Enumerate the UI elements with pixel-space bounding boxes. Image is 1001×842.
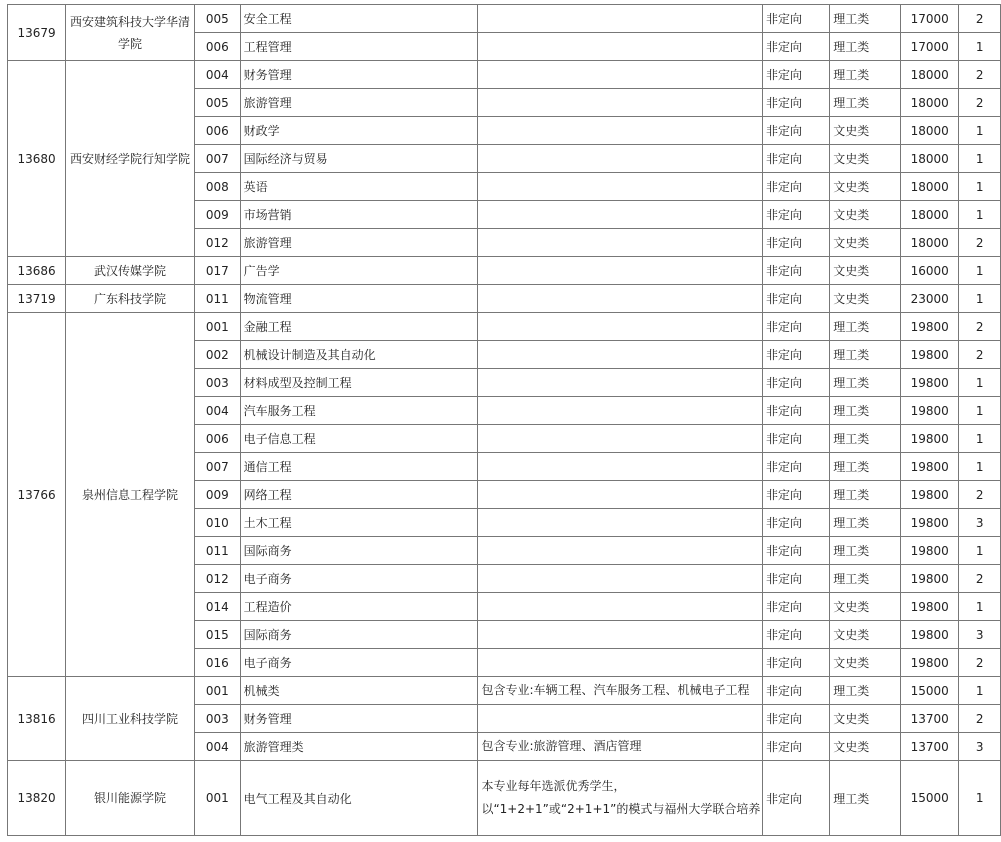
major-code-cell: 016	[194, 649, 240, 677]
category-cell: 理工类	[830, 425, 901, 453]
category-cell: 文史类	[830, 593, 901, 621]
tuition-cell: 18000	[901, 201, 959, 229]
tuition-cell: 19800	[901, 341, 959, 369]
major-name-cell: 金融工程	[240, 313, 478, 341]
note-cell	[478, 649, 763, 677]
note-cell	[478, 397, 763, 425]
enrollment-type-cell: 非定向	[763, 537, 830, 565]
tuition-cell: 18000	[901, 145, 959, 173]
note-cell	[478, 257, 763, 285]
major-name-cell: 网络工程	[240, 481, 478, 509]
note-cell	[478, 369, 763, 397]
tuition-cell: 19800	[901, 481, 959, 509]
category-cell: 理工类	[830, 397, 901, 425]
quota-cell: 2	[959, 649, 1001, 677]
note-cell	[478, 509, 763, 537]
major-code-cell: 001	[194, 761, 240, 836]
tuition-cell: 18000	[901, 173, 959, 201]
enrollment-type-cell: 非定向	[763, 285, 830, 313]
enrollment-type-cell: 非定向	[763, 565, 830, 593]
school-name-cell: 四川工业科技学院	[66, 677, 195, 761]
quota-cell: 1	[959, 145, 1001, 173]
note-cell: 包含专业:车辆工程、汽车服务工程、机械电子工程	[478, 677, 763, 705]
major-code-cell: 014	[194, 593, 240, 621]
note-cell	[478, 173, 763, 201]
tuition-cell: 19800	[901, 453, 959, 481]
tuition-cell: 18000	[901, 229, 959, 257]
quota-cell: 1	[959, 33, 1001, 61]
major-code-cell: 012	[194, 229, 240, 257]
major-code-cell: 006	[194, 33, 240, 61]
major-code-cell: 011	[194, 537, 240, 565]
note-cell	[478, 537, 763, 565]
table-row	[8, 61, 1001, 89]
category-cell: 理工类	[830, 5, 901, 33]
category-cell: 文史类	[830, 257, 901, 285]
quota-cell: 3	[959, 733, 1001, 761]
tuition-cell: 19800	[901, 537, 959, 565]
major-code-cell: 009	[194, 481, 240, 509]
enrollment-type-cell: 非定向	[763, 761, 830, 836]
major-name-cell: 财政学	[240, 117, 478, 145]
enrollment-type-cell: 非定向	[763, 229, 830, 257]
note-cell: 包含专业:旅游管理、酒店管理	[478, 733, 763, 761]
tuition-cell: 19800	[901, 649, 959, 677]
major-name-cell: 工程造价	[240, 593, 478, 621]
quota-cell: 1	[959, 201, 1001, 229]
category-cell: 文史类	[830, 705, 901, 733]
quota-cell: 2	[959, 5, 1001, 33]
quota-cell: 1	[959, 257, 1001, 285]
table-row	[8, 761, 1001, 836]
school-name-cell: 西安建筑科技大学华清学院	[66, 5, 195, 61]
school-code-cell: 13719	[8, 285, 66, 313]
major-name-cell: 电子信息工程	[240, 425, 478, 453]
tuition-cell: 19800	[901, 621, 959, 649]
enrollment-type-cell: 非定向	[763, 481, 830, 509]
category-cell: 理工类	[830, 565, 901, 593]
enrollment-type-cell: 非定向	[763, 341, 830, 369]
quota-cell: 2	[959, 313, 1001, 341]
school-name-cell: 武汉传媒学院	[66, 257, 195, 285]
note-cell	[478, 481, 763, 509]
major-code-cell: 004	[194, 397, 240, 425]
enrollment-type-cell: 非定向	[763, 677, 830, 705]
school-code-cell: 13679	[8, 5, 66, 61]
note-cell	[478, 565, 763, 593]
quota-cell: 3	[959, 621, 1001, 649]
category-cell: 理工类	[830, 481, 901, 509]
category-cell: 理工类	[830, 537, 901, 565]
table-row	[8, 285, 1001, 313]
major-code-cell: 004	[194, 61, 240, 89]
major-code-cell: 010	[194, 509, 240, 537]
enrollment-type-cell: 非定向	[763, 117, 830, 145]
note-cell	[478, 229, 763, 257]
major-name-cell: 工程管理	[240, 33, 478, 61]
major-name-cell: 机械类	[240, 677, 478, 705]
table-row	[8, 5, 1001, 33]
enrollment-type-cell: 非定向	[763, 89, 830, 117]
enrollment-type-cell: 非定向	[763, 201, 830, 229]
note-cell	[478, 285, 763, 313]
major-code-cell: 006	[194, 117, 240, 145]
quota-cell: 1	[959, 397, 1001, 425]
major-name-cell: 旅游管理类	[240, 733, 478, 761]
enrollment-type-cell: 非定向	[763, 509, 830, 537]
note-cell	[478, 5, 763, 33]
tuition-cell: 17000	[901, 33, 959, 61]
tuition-cell: 13700	[901, 705, 959, 733]
tuition-cell: 19800	[901, 313, 959, 341]
major-name-cell: 英语	[240, 173, 478, 201]
school-code-cell: 13686	[8, 257, 66, 285]
tuition-cell: 18000	[901, 117, 959, 145]
school-name-cell: 西安财经学院行知学院	[66, 61, 195, 257]
table-body	[8, 5, 1001, 836]
tuition-cell: 23000	[901, 285, 959, 313]
tuition-cell: 19800	[901, 397, 959, 425]
category-cell: 文史类	[830, 621, 901, 649]
tuition-cell: 17000	[901, 5, 959, 33]
table-row	[8, 257, 1001, 285]
note-cell	[478, 705, 763, 733]
school-name-cell: 泉州信息工程学院	[66, 313, 195, 677]
major-code-cell: 001	[194, 677, 240, 705]
enrollment-type-cell: 非定向	[763, 593, 830, 621]
quota-cell: 1	[959, 425, 1001, 453]
major-code-cell: 017	[194, 257, 240, 285]
major-name-cell: 物流管理	[240, 285, 478, 313]
enrollment-type-cell: 非定向	[763, 33, 830, 61]
major-code-cell: 003	[194, 705, 240, 733]
tuition-cell: 19800	[901, 565, 959, 593]
major-code-cell: 003	[194, 369, 240, 397]
category-cell: 理工类	[830, 313, 901, 341]
category-cell: 文史类	[830, 201, 901, 229]
quota-cell: 1	[959, 285, 1001, 313]
school-code-cell: 13680	[8, 61, 66, 257]
note-cell	[478, 61, 763, 89]
quota-cell: 2	[959, 61, 1001, 89]
enrollment-type-cell: 非定向	[763, 621, 830, 649]
note-cell	[478, 341, 763, 369]
major-name-cell: 广告学	[240, 257, 478, 285]
major-code-cell: 012	[194, 565, 240, 593]
major-code-cell: 011	[194, 285, 240, 313]
category-cell: 理工类	[830, 89, 901, 117]
major-name-cell: 国际商务	[240, 537, 478, 565]
tuition-cell: 19800	[901, 593, 959, 621]
major-code-cell: 006	[194, 425, 240, 453]
major-code-cell: 015	[194, 621, 240, 649]
major-code-cell: 002	[194, 341, 240, 369]
major-name-cell: 国际商务	[240, 621, 478, 649]
note-cell	[478, 117, 763, 145]
tuition-cell: 19800	[901, 369, 959, 397]
major-name-cell: 安全工程	[240, 5, 478, 33]
quota-cell: 3	[959, 509, 1001, 537]
table-row	[8, 313, 1001, 341]
quota-cell: 2	[959, 705, 1001, 733]
major-name-cell: 通信工程	[240, 453, 478, 481]
note-cell	[478, 313, 763, 341]
school-code-cell: 13766	[8, 313, 66, 677]
major-name-cell: 旅游管理	[240, 229, 478, 257]
tuition-cell: 16000	[901, 257, 959, 285]
category-cell: 理工类	[830, 509, 901, 537]
note-cell	[478, 593, 763, 621]
major-name-cell: 电子商务	[240, 649, 478, 677]
admission-table	[7, 4, 1001, 836]
note-cell	[478, 425, 763, 453]
category-cell: 理工类	[830, 453, 901, 481]
enrollment-type-cell: 非定向	[763, 453, 830, 481]
quota-cell: 2	[959, 565, 1001, 593]
major-name-cell: 机械设计制造及其自动化	[240, 341, 478, 369]
note-cell	[478, 33, 763, 61]
category-cell: 文史类	[830, 145, 901, 173]
major-name-cell: 国际经济与贸易	[240, 145, 478, 173]
quota-cell: 1	[959, 453, 1001, 481]
major-name-cell: 材料成型及控制工程	[240, 369, 478, 397]
major-code-cell: 001	[194, 313, 240, 341]
major-code-cell: 004	[194, 733, 240, 761]
category-cell: 理工类	[830, 369, 901, 397]
school-code-cell: 13816	[8, 677, 66, 761]
enrollment-type-cell: 非定向	[763, 61, 830, 89]
category-cell: 文史类	[830, 649, 901, 677]
category-cell: 理工类	[830, 677, 901, 705]
enrollment-type-cell: 非定向	[763, 733, 830, 761]
note-cell	[478, 201, 763, 229]
major-code-cell: 005	[194, 5, 240, 33]
major-name-cell: 财务管理	[240, 61, 478, 89]
category-cell: 文史类	[830, 117, 901, 145]
category-cell: 理工类	[830, 341, 901, 369]
tuition-cell: 19800	[901, 425, 959, 453]
tuition-cell: 19800	[901, 509, 959, 537]
tuition-cell: 18000	[901, 61, 959, 89]
note-cell: 本专业每年选派优秀学生，以“1+2+1”或“2+1+1”的模式与福州大学联合培养	[478, 761, 763, 836]
tuition-cell: 18000	[901, 89, 959, 117]
category-cell: 文史类	[830, 733, 901, 761]
enrollment-type-cell: 非定向	[763, 705, 830, 733]
enrollment-type-cell: 非定向	[763, 145, 830, 173]
quota-cell: 1	[959, 593, 1001, 621]
major-name-cell: 电气工程及其自动化	[240, 761, 478, 836]
major-name-cell: 土木工程	[240, 509, 478, 537]
enrollment-type-cell: 非定向	[763, 369, 830, 397]
major-name-cell: 财务管理	[240, 705, 478, 733]
major-name-cell: 汽车服务工程	[240, 397, 478, 425]
enrollment-type-cell: 非定向	[763, 397, 830, 425]
enrollment-type-cell: 非定向	[763, 5, 830, 33]
category-cell: 理工类	[830, 33, 901, 61]
quota-cell: 2	[959, 481, 1001, 509]
category-cell: 理工类	[830, 761, 901, 836]
major-name-cell: 市场营销	[240, 201, 478, 229]
enrollment-type-cell: 非定向	[763, 649, 830, 677]
major-code-cell: 007	[194, 145, 240, 173]
major-code-cell: 008	[194, 173, 240, 201]
quota-cell: 1	[959, 369, 1001, 397]
major-name-cell: 旅游管理	[240, 89, 478, 117]
quota-cell: 1	[959, 117, 1001, 145]
quota-cell: 1	[959, 173, 1001, 201]
note-cell	[478, 621, 763, 649]
major-code-cell: 009	[194, 201, 240, 229]
quota-cell: 1	[959, 677, 1001, 705]
note-cell	[478, 145, 763, 173]
tuition-cell: 15000	[901, 761, 959, 836]
quota-cell: 1	[959, 537, 1001, 565]
enrollment-type-cell: 非定向	[763, 425, 830, 453]
tuition-cell: 13700	[901, 733, 959, 761]
school-name-cell: 银川能源学院	[66, 761, 195, 836]
school-name-cell: 广东科技学院	[66, 285, 195, 313]
category-cell: 文史类	[830, 173, 901, 201]
tuition-cell: 15000	[901, 677, 959, 705]
quota-cell: 1	[959, 761, 1001, 836]
note-cell	[478, 453, 763, 481]
table-row	[8, 677, 1001, 705]
quota-cell: 2	[959, 89, 1001, 117]
major-name-cell: 电子商务	[240, 565, 478, 593]
category-cell: 理工类	[830, 61, 901, 89]
quota-cell: 2	[959, 341, 1001, 369]
major-code-cell: 007	[194, 453, 240, 481]
category-cell: 文史类	[830, 229, 901, 257]
enrollment-type-cell: 非定向	[763, 257, 830, 285]
enrollment-type-cell: 非定向	[763, 173, 830, 201]
note-cell	[478, 89, 763, 117]
category-cell: 文史类	[830, 285, 901, 313]
quota-cell: 2	[959, 229, 1001, 257]
major-code-cell: 005	[194, 89, 240, 117]
enrollment-type-cell: 非定向	[763, 313, 830, 341]
school-code-cell: 13820	[8, 761, 66, 836]
